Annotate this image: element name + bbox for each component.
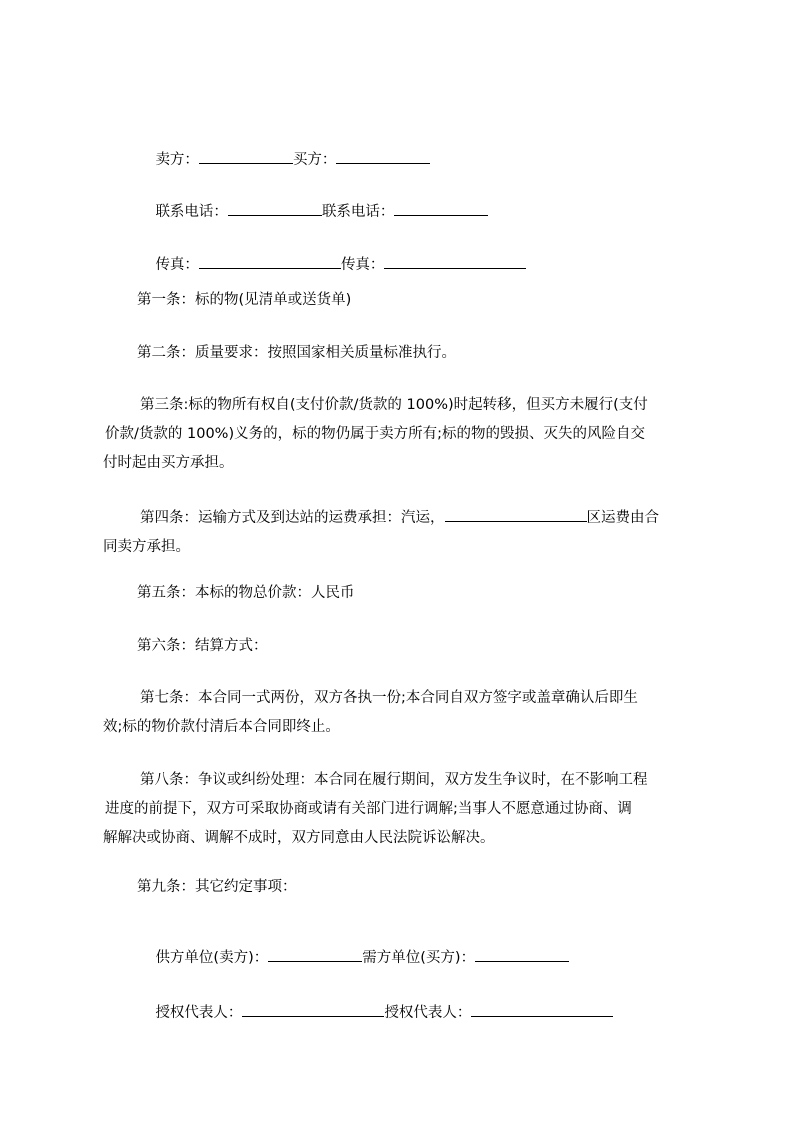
article-6: 第六条：结算方式： (137, 638, 268, 654)
article-7-line-1: 第七条：本合同一式两份，双方各执一份;本合同自双方签字或盖章确认后即生 (140, 690, 638, 706)
buyer-rep-label: 授权代表人： (384, 1005, 472, 1021)
article-3 (103, 391, 648, 478)
article-7 (103, 684, 638, 742)
article-4 (103, 504, 659, 562)
article-2: 第二条：质量要求：按照国家相关质量标准执行。 (137, 345, 456, 361)
fax-line (137, 239, 526, 289)
buyer-fax-blank[interactable] (384, 255, 526, 269)
article-9: 第九条：其它约定事项： (137, 879, 297, 895)
article-4-suffix: 区运费由合 (586, 510, 659, 526)
seller-phone-label: 联系电话： (155, 204, 228, 220)
article-3-line-2: 价款/货款的 100%)义务的，标的物仍属于卖方所有;标的物的毁损、灭失的风险自交 (105, 426, 645, 442)
seller-rep-blank[interactable] (242, 1003, 384, 1017)
representatives-line (137, 987, 613, 1037)
article-5: 第五条：本标的物总价款：人民币 (137, 585, 355, 601)
phone-line (137, 186, 488, 236)
article-7-line-2: 效;标的物价款付清后本合同即终止。 (103, 719, 340, 735)
seller-rep-label: 授权代表人： (155, 1005, 243, 1021)
seller-label: 卖方： (155, 152, 199, 168)
article-4-line-1 (103, 504, 659, 533)
article-4-line-2: 同卖方承担。 (103, 539, 190, 555)
demander-label: 需方单位(买方)： (362, 950, 476, 966)
supplier-label: 供方单位(卖方)： (155, 950, 269, 966)
buyer-label: 买方： (292, 152, 337, 168)
parties-line (137, 134, 430, 184)
buyer-fax-label: 传真： (340, 257, 385, 273)
buyer-phone-blank[interactable] (394, 202, 488, 216)
article-8 (103, 766, 648, 853)
units-line (137, 932, 569, 982)
seller-fax-blank[interactable] (199, 255, 341, 269)
article-1: 第一条：标的物(见清单或送货单) (137, 292, 352, 308)
article-3-line-1: 第三条:标的物所有权自(支付价款/货款的 100%)时起转移，但买方未履行(支付 (140, 397, 648, 413)
demander-blank[interactable] (475, 948, 569, 962)
buyer-blank[interactable] (336, 150, 430, 164)
article-4-prefix: 第四条：运输方式及到达站的运费承担：汽运， (140, 510, 445, 526)
article-8-line-1: 第八条：争议或纠纷处理：本合同在履行期间，双方发生争议时，在不影响工程 (140, 772, 648, 788)
seller-phone-blank[interactable] (228, 202, 322, 216)
seller-blank[interactable] (199, 150, 293, 164)
article-3-line-3: 付时起由买方承担。 (103, 455, 234, 471)
transport-region-blank[interactable] (445, 508, 587, 522)
seller-fax-label: 传真： (155, 257, 199, 273)
supplier-blank[interactable] (268, 948, 362, 962)
buyer-phone-label: 联系电话： (321, 204, 395, 220)
article-8-line-3: 解解决或协商、调解不成时，双方同意由人民法院诉讼解决。 (103, 830, 495, 846)
article-8-line-2: 进度的前提下，双方可采取协商或请有关部门进行调解;当事人不愿意通过协商、调 (105, 801, 632, 817)
buyer-rep-blank[interactable] (471, 1003, 613, 1017)
